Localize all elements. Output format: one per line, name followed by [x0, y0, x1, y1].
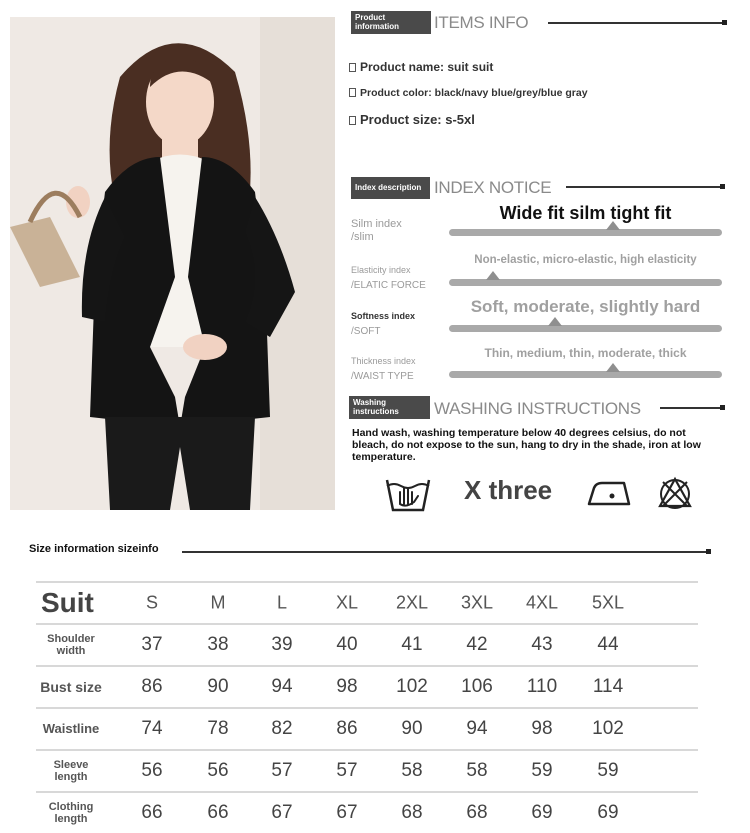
- table-cell: 90: [207, 676, 229, 697]
- softness-index-bar: [449, 325, 722, 332]
- table-cell: 98: [531, 718, 553, 739]
- table-cell: 86: [336, 718, 358, 739]
- table-cell: 67: [271, 802, 293, 823]
- table-cell: 56: [207, 760, 229, 781]
- softness-index-label: [351, 311, 415, 337]
- thickness-scale-text: Thin, medium, thin, moderate, thick: [484, 346, 687, 360]
- size-col-header: 4XL: [525, 592, 559, 613]
- table-cell: 94: [271, 676, 293, 697]
- row-label: Sleeve length: [53, 759, 89, 783]
- slim-index-label: [351, 218, 402, 244]
- no-bleach-icon: [657, 476, 693, 510]
- size-table: [36, 581, 698, 833]
- table-cell: 66: [141, 802, 163, 823]
- index-notice-rule: [566, 186, 723, 188]
- items-info-rule: [548, 22, 725, 24]
- elasticity-scale-text: Non-elastic, micro-elastic, high elasticity: [474, 254, 697, 266]
- hand-wash-icon: [384, 474, 432, 514]
- bullet-icon: [349, 88, 356, 97]
- row-label: Waistline: [42, 721, 100, 736]
- row-label: Bust size: [40, 679, 102, 695]
- table-cell: 59: [531, 760, 553, 781]
- softness-index-sub: /SOFT: [351, 326, 381, 337]
- elasticity-index-label: [351, 265, 426, 291]
- size-col-header: 2XL: [395, 592, 429, 613]
- items-info-tag: Product information: [351, 11, 431, 34]
- table-row: [36, 665, 698, 707]
- table-row: [36, 791, 698, 833]
- product-name: [349, 60, 493, 74]
- product-color-text: Product color: black/navy blue/grey/blue gray: [360, 87, 588, 99]
- row-label: Clothing length: [48, 801, 94, 825]
- table-cell: 39: [271, 634, 293, 655]
- table-cell: 98: [336, 676, 358, 697]
- table-cell: 40: [336, 634, 358, 655]
- size-table-title: Suit: [41, 587, 94, 618]
- washing-tag: Washing instructions: [349, 396, 430, 419]
- thickness-index-bar: [449, 371, 722, 378]
- table-cell: 102: [396, 676, 428, 697]
- table-cell: 38: [207, 634, 229, 655]
- x-three-text: X three: [464, 475, 553, 505]
- table-cell: 42: [466, 634, 488, 655]
- table-cell: 114: [592, 676, 624, 697]
- table-cell: 78: [207, 718, 229, 739]
- size-col-header: XL: [335, 592, 359, 613]
- size-col-header: S: [145, 592, 158, 613]
- size-table-header-row: [36, 581, 698, 623]
- size-info-rule: [182, 551, 709, 553]
- table-cell: 37: [141, 634, 163, 655]
- table-cell: 58: [401, 760, 423, 781]
- table-cell: 44: [597, 634, 619, 655]
- table-cell: 57: [336, 760, 358, 781]
- table-cell: 86: [141, 676, 163, 697]
- index-notice-title: INDEX NOTICE: [434, 178, 552, 197]
- elasticity-index-name: Elasticity index: [351, 265, 411, 275]
- table-cell: 56: [141, 760, 163, 781]
- table-cell: 106: [461, 676, 493, 697]
- thickness-index-label: [351, 356, 416, 382]
- table-cell: 68: [401, 802, 423, 823]
- softness-index-name: Softness index: [351, 311, 416, 321]
- size-col-header: L: [276, 592, 287, 613]
- bullet-icon: [349, 116, 356, 125]
- index-notice-tag: Index description: [351, 177, 430, 199]
- product-size-text: Product size: s-5xl: [360, 112, 475, 127]
- table-cell: 41: [401, 634, 423, 655]
- thickness-index-name: Thickness index: [351, 356, 416, 366]
- slim-scale-text: Wide fit silm tight fit: [499, 203, 672, 223]
- bullet-icon: [349, 63, 356, 72]
- softness-scale-text: Soft, moderate, slightly hard: [470, 297, 701, 316]
- washing-title: WASHING INSTRUCTIONS: [434, 399, 641, 418]
- table-cell: 110: [526, 676, 558, 697]
- size-info-header: Size information sizeinfo: [29, 543, 159, 555]
- washing-text: Hand wash, washing temperature below 40 degrees celsius, do not bleach, do not expose to the sun, hang to dry in the shade, iron at low temperature.: [352, 427, 701, 463]
- product-photo: [10, 17, 335, 510]
- items-info-title: ITEMS INFO: [434, 13, 529, 32]
- product-size: [349, 112, 475, 127]
- low-iron-icon: [586, 480, 632, 508]
- elasticity-index-sub: /ELATIC FORCE: [351, 280, 426, 291]
- table-cell: 68: [466, 802, 488, 823]
- table-cell: 58: [466, 760, 488, 781]
- slim-index-marker: [606, 221, 620, 230]
- washing-rule: [660, 407, 723, 409]
- table-cell: 69: [531, 802, 553, 823]
- table-cell: 57: [271, 760, 293, 781]
- thickness-index-marker: [606, 363, 620, 372]
- product-color: [349, 87, 588, 99]
- table-row: [36, 623, 698, 665]
- softness-index-marker: [548, 317, 562, 326]
- table-cell: 90: [401, 718, 423, 739]
- model-illustration: [10, 17, 335, 510]
- size-col-header: M: [210, 592, 226, 613]
- slim-index-name: Silm index: [351, 218, 402, 230]
- size-col-header: 3XL: [460, 592, 494, 613]
- table-cell: 82: [271, 718, 293, 739]
- table-cell: 67: [336, 802, 358, 823]
- elasticity-index-bar: [449, 279, 722, 286]
- table-cell: 59: [597, 760, 619, 781]
- size-col-header: 5XL: [591, 592, 625, 613]
- table-cell: 94: [466, 718, 488, 739]
- table-cell: 74: [141, 718, 163, 739]
- table-cell: 43: [531, 634, 553, 655]
- product-name-text: Product name: suit suit: [360, 60, 494, 74]
- slim-index-sub: /slim: [351, 231, 374, 243]
- table-row: [36, 707, 698, 749]
- row-label: Shoulder width: [47, 633, 95, 657]
- thickness-index-sub: /WAIST TYPE: [351, 371, 414, 382]
- slim-index-bar: [449, 229, 722, 236]
- table-cell: 69: [597, 802, 619, 823]
- table-cell: 66: [207, 802, 229, 823]
- elasticity-index-marker: [486, 271, 500, 280]
- table-cell: 102: [592, 718, 624, 739]
- table-row: [36, 749, 698, 791]
